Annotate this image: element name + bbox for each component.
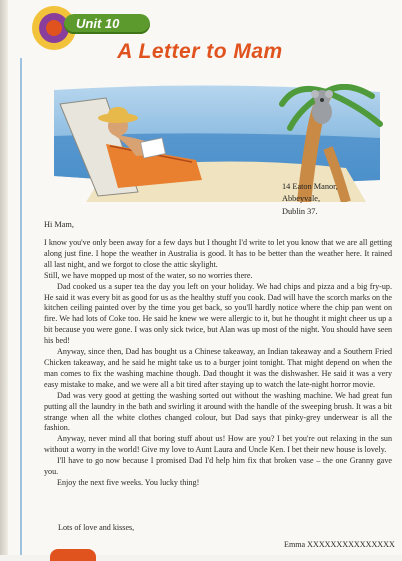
- paragraph-5: Dad was very good at getting the washing sorted out without the washing machine. We had great fun putting all the laundry in the bath and swirling it around with the handle of the sweeping brush. It was a bit strange when all the white clothes changed colour, but Dad says that pinky-grey underwear is all the fashion.: [44, 390, 392, 433]
- paragraph-6: Anyway, never mind all that boring stuff about us! How are you? I bet you're out relaxing in the sun without a worry in the world! Give my love to Aunt Laura and Uncle Ken. I bet their new house is lovely.: [44, 434, 392, 455]
- unit-label: Unit 10: [76, 16, 120, 31]
- closing: Lots of love and kisses,: [58, 523, 135, 532]
- paragraph-7: I'll have to go now because I promised Dad I'd help him fix that broken vase – the one Granny gave you.: [44, 456, 392, 477]
- address-line-2: Abbeyvale,: [282, 194, 321, 204]
- signature: Emma XXXXXXXXXXXXXXX: [284, 540, 395, 549]
- page-gutter: [0, 0, 8, 555]
- sender-address: [282, 181, 338, 218]
- paragraph-4: Anyway, since then, Dad has bought us a Chinese takeaway, an Indian takeaway and a Southern Fried Chicken takeaway, and he said he might take us to a burger joint tonight. That might depend on when the man comes to fix the washing machine though. Dad thought it was the dishwasher. He said it was a very easy mistake to make, and we were all a bit tired after staying up to watch the late-night horror movie.: [44, 347, 392, 389]
- paragraph-8: Enjoy the next five weeks. You lucky thing!: [57, 477, 200, 487]
- page-title: A Letter to Mam: [117, 40, 283, 63]
- margin-rule: [20, 58, 22, 555]
- paragraph-1: I know you've only been away for a few days but I thought I'd write to let you know that we are all getting along just fine. I hope the weather in Australia is good. It has to be better than the weather here. It rained all last night, and we forgot to close the attic skylight.: [44, 238, 392, 269]
- paragraph-2: Still, we have mopped up most of the water, so no worries there.: [44, 270, 253, 280]
- letter-body: [44, 238, 392, 489]
- address-line-3: Dublin 37.: [282, 206, 318, 216]
- unit-tab: [64, 14, 150, 34]
- page-number-tab: [50, 549, 96, 561]
- paragraph-3: Dad cooked us a super tea the day you left on your holiday. We had chips and pizza and a big fry-up. He said it was every bit as good for us as the healthy stuff you cook. Dad will have the scorch marks on the kitchen ceiling painted over by the time you get back, so you'll hardly notice where the chip pan went on fire. We had lots of Coke too. He said he knew we were allergic to it, but he thought it might cheer us up a bit because you were gone. I was only sick twice, but Alan was up most of the night. You should have seen his bed!: [44, 281, 392, 346]
- address-line-1: 14 Eaton Manor,: [282, 182, 338, 191]
- greeting: Hi Mam,: [44, 220, 74, 229]
